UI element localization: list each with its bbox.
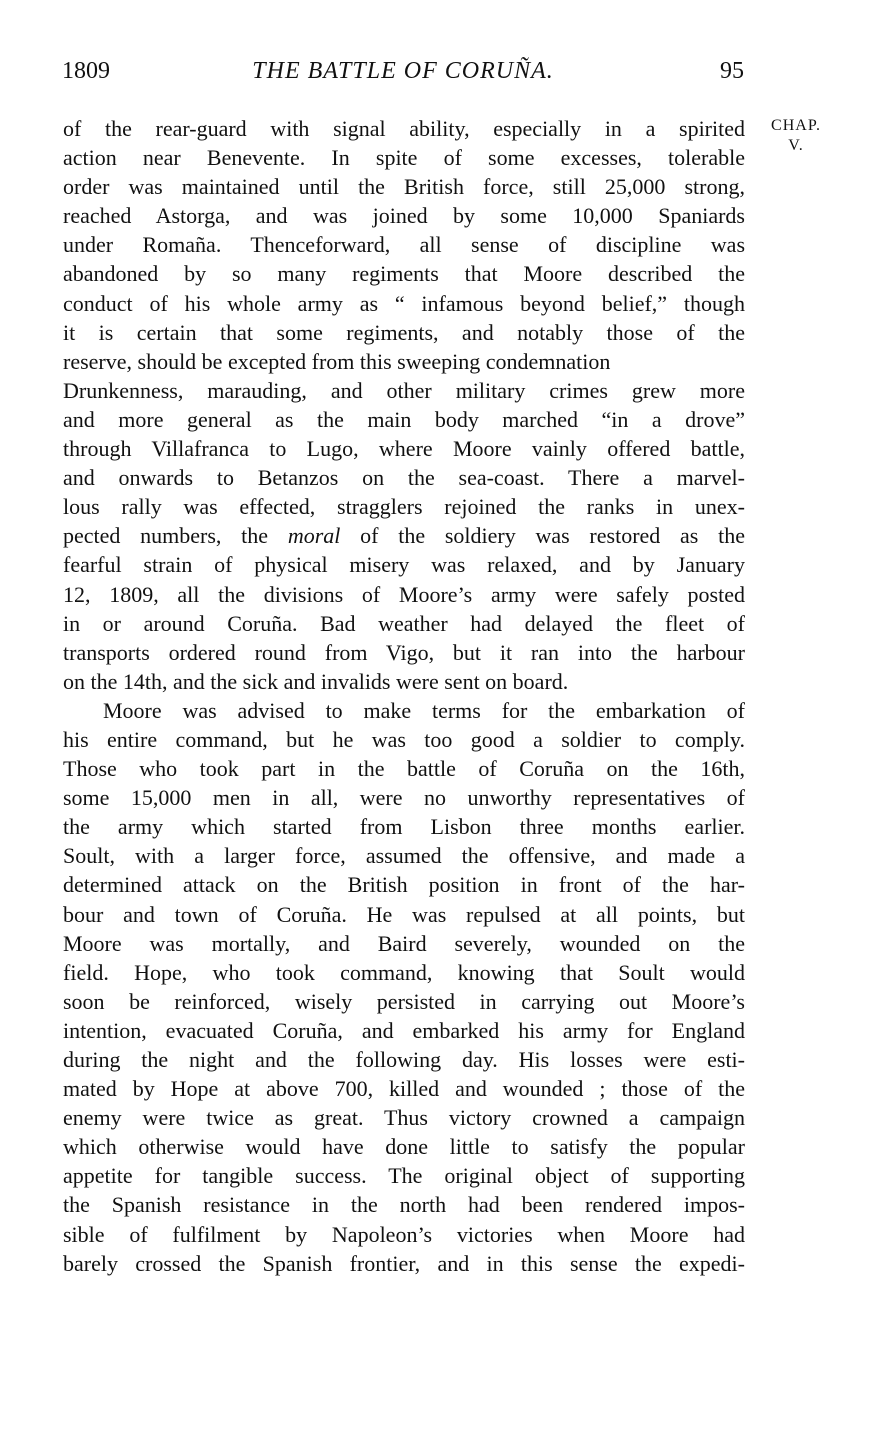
- text-line: Drunkenness, marauding, and other military crimes grew more: [63, 377, 745, 403]
- text-line: Moore was advised to make terms for the embarkation of: [103, 697, 745, 723]
- text-line: conduct of his whole army as “ infamous beyond belief,” though: [63, 290, 745, 316]
- text-line: 12, 1809, all the divisions of Moore’s army were safely posted: [63, 581, 745, 607]
- text-line: determined attack on the British position in front of the har-: [63, 872, 745, 898]
- italic-word: moral: [287, 523, 341, 549]
- text-line: lous rally was effected, stragglers rejoined the ranks in unex-: [63, 494, 745, 520]
- text-line: and more general as the main body marched “in a drove”: [63, 406, 745, 432]
- text-line: some 15,000 men in all, were no unworthy representatives of: [63, 785, 745, 811]
- text-line: the Spanish resistance in the north had been rendered impos-: [63, 1192, 745, 1218]
- text-line: his entire command, but he was too good a soldier to comply.: [63, 726, 745, 752]
- text-line: Moore was mortally, and Baird severely, wounded on the: [63, 930, 745, 956]
- text-line: barely crossed the Spanish frontier, and in this sense the expedi-: [63, 1250, 745, 1276]
- text-line: under Romaña. Thenceforward, all sense of discipline was: [63, 232, 745, 258]
- text-line: fearful strain of physical misery was relaxed, and by January: [63, 552, 745, 578]
- text-line: in or around Coruña. Bad weather had delayed the fleet of: [63, 610, 745, 636]
- text-line: transports ordered round from Vigo, but it ran into the harbour: [63, 639, 745, 665]
- text-line: which otherwise would have done little to satisfy the popular: [63, 1134, 745, 1160]
- running-head-title: THE BATTLE OF CORUÑA.: [252, 58, 554, 84]
- paragraph-2: [63, 696, 745, 1278]
- text-line: enemy were twice as great. Thus victory crowned a campaign: [63, 1105, 745, 1131]
- text-line: sible of fulfilment by Napoleon’s victories when Moore had: [63, 1221, 745, 1247]
- text-line: on the 14th, and the sick and invalids were sent on board.: [63, 668, 569, 694]
- chapter-label: CHAP.: [771, 117, 821, 134]
- text-line: mated by Hope at above 700, killed and wounded ; those of the: [63, 1076, 745, 1102]
- text-line: of the rear-guard with signal ability, especially in a spirited: [63, 116, 745, 141]
- text-line: order was maintained until the British force, still 25,000 strong,: [63, 174, 745, 200]
- text-line: Soult, with a larger force, assumed the offensive, and made a: [63, 843, 745, 869]
- chapter-margin-note: [761, 116, 831, 156]
- running-head: [62, 58, 744, 92]
- text-line: it is certain that some regiments, and notably those of the: [63, 319, 745, 345]
- running-head-year: 1809: [62, 58, 110, 84]
- text-line: action near Benevente. In spite of some excesses, tolerable: [63, 145, 745, 171]
- text-line: through Villafranca to Lugo, where Moore vainly offered battle,: [63, 436, 745, 462]
- page-number: 95: [720, 58, 744, 84]
- text-line: field. Hope, who took command, knowing that Soult would: [63, 959, 745, 985]
- text-line: Those who took part in the battle of Coruña on the 16th,: [63, 756, 745, 782]
- text-line: reached Astorga, and was joined by some 10,000 Spaniards: [63, 203, 745, 229]
- text-line: and onwards to Betanzos on the sea-coast. There a marvel-: [63, 465, 745, 491]
- text-line: intention, evacuated Coruña, and embarked his army for England: [63, 1017, 745, 1043]
- chapter-number: V.: [788, 137, 804, 154]
- body-text: [63, 114, 745, 1278]
- text-line: during the night and the following day. His losses were esti-: [63, 1047, 745, 1072]
- text-line: the army which started from Lisbon three months earlier.: [63, 814, 745, 840]
- text-line: abandoned by so many regiments that Moore described the: [63, 261, 745, 287]
- text-line: appetite for tangible success. The original object of supporting: [63, 1163, 745, 1189]
- text-line: bour and town of Coruña. He was repulsed at all points, but: [63, 901, 745, 927]
- text-line: pected numbers, the moral of the soldiery was restored as the: [63, 523, 745, 549]
- text-line: reserve, should be excepted from this sweeping condemnation: [63, 348, 611, 374]
- text-line: soon be reinforced, wisely persisted in carrying out Moore’s: [63, 988, 745, 1014]
- paragraph-1: [63, 114, 745, 696]
